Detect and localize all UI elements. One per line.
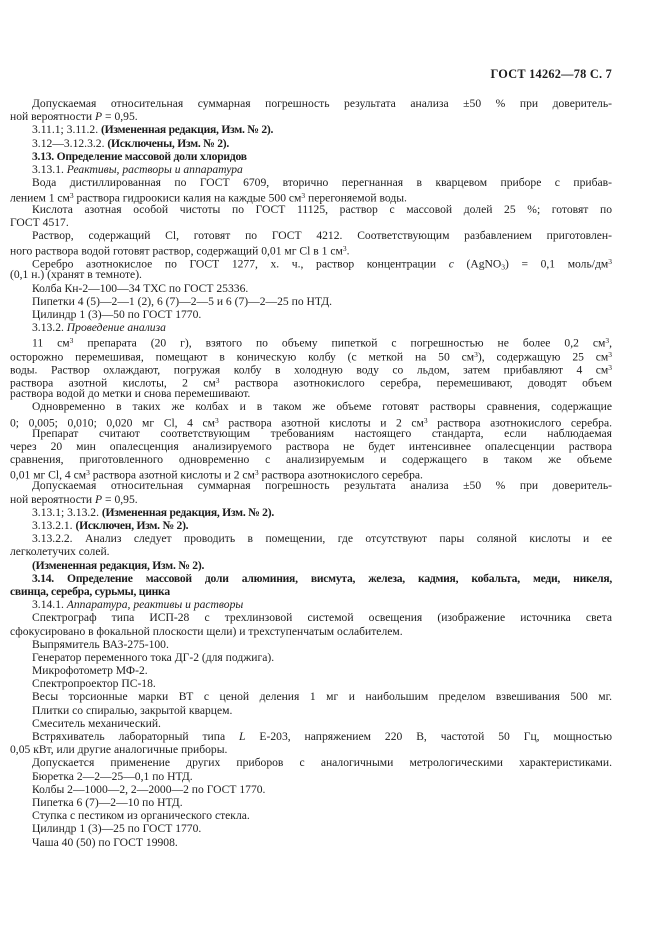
text-segment: ГОСТ 4517. bbox=[10, 215, 69, 229]
superscript: 3 bbox=[474, 349, 478, 359]
text-segment: легколетучих солей. bbox=[10, 545, 110, 559]
text-line bbox=[10, 519, 612, 532]
superscript: 3 bbox=[342, 244, 347, 254]
text-segment: раствора азотнокислого серебра. bbox=[427, 416, 612, 429]
text-segment: Вода дистиллированная по ГОСТ 6709, вторично перегнанная в кварцевом приборе с прибав- bbox=[32, 176, 612, 190]
superscript: 3 bbox=[608, 362, 612, 372]
text-segment: Цилиндр 1 (3)—25 по ГОСТ 1770. bbox=[32, 822, 202, 836]
text-segment: P bbox=[95, 110, 103, 124]
text-segment: раствора азотнокислого серебра, перемешивают, доводят объем bbox=[219, 376, 612, 390]
text-line bbox=[10, 216, 612, 229]
text-segment: Аппаратура, реактивы и растворы bbox=[66, 598, 244, 612]
text-line bbox=[10, 440, 612, 453]
text-line bbox=[10, 756, 612, 769]
text-segment: (Измененная редакция, Изм. № 2). bbox=[101, 123, 274, 137]
text-segment: Допускаемая относительная суммарная погрешность результата анализа ±50 % при доверитель- bbox=[32, 479, 612, 493]
text-line bbox=[10, 730, 612, 743]
text-line bbox=[10, 743, 612, 756]
subscript: 3 bbox=[501, 262, 506, 272]
text-line bbox=[10, 348, 612, 364]
text-line bbox=[10, 414, 612, 427]
text-line bbox=[10, 532, 612, 545]
text-line bbox=[10, 822, 612, 835]
text-segment: Плитки со спиралью, закрытой кварцем. bbox=[32, 703, 233, 717]
text-line bbox=[10, 203, 612, 216]
text-segment: раствора азотнокислого серебра. bbox=[258, 468, 423, 482]
text-segment: Весы торсионные марки ВТ с ценой деления 1 мг и наибольшим пределом взвешивания 500 мг. bbox=[32, 690, 612, 704]
text-segment: воды. Раствор охлаждают, погружая колбу в холодную воду со льдом, затем прибавляют 4 см bbox=[10, 363, 609, 377]
text-segment: Генератор переменного тока ДГ-2 (для поджига). bbox=[32, 650, 275, 664]
text-line bbox=[10, 479, 612, 492]
text-segment: Раствор, содержащий Cl, готовят по ГОСТ 4212. Соответствующим разбавлением приготовлен- bbox=[32, 228, 612, 242]
text-line bbox=[10, 229, 612, 242]
text-segment: 3.13.2.1. bbox=[32, 519, 76, 532]
text-line bbox=[10, 110, 612, 123]
text-segment: раствора азотной кислоты и 2 см bbox=[89, 468, 255, 482]
text-segment: Колбы 2—1000—2, 2—2000—2 по ГОСТ 1770. bbox=[32, 782, 266, 796]
text-segment: Колба Кн-2—100—34 ТХС по ГОСТ 25336. bbox=[32, 281, 249, 295]
text-segment: 0; 0,005; 0,010; 0,020 мг Cl, 4 см bbox=[10, 416, 216, 429]
text-segment: P bbox=[95, 492, 103, 506]
text-segment: ) = 0,1 моль/дм bbox=[505, 257, 609, 271]
text-segment: 3.11.1; 3.11.2. bbox=[32, 123, 102, 137]
text-line bbox=[10, 783, 612, 796]
text-segment: Допускаемая относительная суммарная погрешность результата анализа ±50 % при доверитель- bbox=[32, 97, 612, 110]
superscript: 3 bbox=[608, 349, 612, 359]
text-line bbox=[10, 625, 612, 638]
text-line bbox=[10, 690, 612, 703]
text-segment: ), содержащую 25 см bbox=[477, 350, 609, 364]
text-segment: Спектрограф типа ИСП-28 с трехлинзовой системой освещения (изображение источника света bbox=[32, 611, 612, 625]
text-segment: Препарат считают соответствующим требованиям настоящего стандарта, если наблюдаемая bbox=[32, 426, 612, 440]
text-segment: ной вероятности bbox=[10, 492, 96, 506]
superscript: 3 bbox=[215, 375, 220, 385]
text-line bbox=[10, 308, 612, 321]
text-line bbox=[10, 242, 612, 258]
text-line bbox=[10, 704, 612, 717]
text-line bbox=[10, 189, 612, 205]
text-segment: ного раствора водой готовят раствор, содержащий 0,01 мг Cl в 1 см bbox=[10, 244, 343, 258]
text-segment: Серебро азотнокислое по ГОСТ 1277, х. ч., раствор концентрации bbox=[32, 257, 449, 271]
text-segment: 3.13.2. bbox=[32, 321, 67, 335]
text-line bbox=[10, 651, 612, 664]
text-segment: перегоняемой воды. bbox=[305, 191, 407, 205]
text-line bbox=[10, 493, 612, 506]
text-segment: (0,1 н.) (хранят в темноте). bbox=[10, 268, 142, 282]
text-segment: Пипетки 4 (5)—2—1 (2), 6 (7)—2—5 и 6 (7)—2—25 по НТД. bbox=[32, 294, 333, 308]
text-line bbox=[10, 559, 612, 572]
text-line bbox=[10, 664, 612, 677]
text-segment: . bbox=[346, 244, 350, 258]
text-line bbox=[10, 809, 612, 822]
text-segment: 3.12—3.12.3.2. bbox=[32, 136, 108, 150]
text-segment: (Измененная редакция, Изм. № 2). bbox=[101, 505, 274, 519]
text-segment: препарата (20 г), взятого по объему пипеткой с погрешностью не более 0,2 см bbox=[73, 336, 606, 350]
page-header-gost-number: ГОСТ 14262—78 С. 7 bbox=[490, 67, 612, 81]
text-segment: Ступка с пестиком из органического стекла. bbox=[32, 809, 250, 823]
text-segment: раствора гидроокиси калия на каждые 500 см bbox=[73, 191, 302, 205]
text-segment: 11 см bbox=[32, 336, 70, 350]
text-segment: Кислота азотная особой чистоты по ГОСТ 11125, раствор с массовой долей 25 %; готовят по bbox=[32, 202, 612, 216]
text-segment: (Измененная редакция, Изм. № 2). bbox=[32, 558, 205, 572]
text-segment: свинца, серебра, сурьмы, цинка bbox=[10, 584, 170, 598]
text-segment: раствора азотной кислоты, 2 см bbox=[10, 376, 216, 390]
text-line bbox=[10, 150, 612, 163]
text-line bbox=[10, 334, 612, 350]
text-segment: Цилиндр 1 (3)—50 по ГОСТ 1770. bbox=[32, 308, 202, 321]
text-line bbox=[10, 97, 612, 110]
text-line bbox=[10, 123, 612, 136]
text-segment: Микрофотометр МФ-2. bbox=[32, 664, 148, 678]
text-line bbox=[10, 545, 612, 558]
text-line bbox=[10, 137, 612, 150]
text-segment: сфокусировано в фокальной плоскости щели) и трехступенчатым ослабителем. bbox=[10, 624, 403, 638]
text-line bbox=[10, 321, 612, 334]
text-segment: Выпрямитель ВАЗ-275-100. bbox=[32, 637, 169, 651]
superscript: 3 bbox=[423, 415, 428, 425]
superscript: 3 bbox=[86, 468, 90, 478]
text-segment: = 0,95. bbox=[102, 492, 138, 506]
text-line bbox=[10, 453, 612, 466]
superscript: 3 bbox=[69, 336, 74, 346]
text-line bbox=[10, 506, 612, 519]
document-body bbox=[10, 97, 612, 849]
text-line bbox=[10, 427, 612, 440]
text-segment: Чаша 40 (50) по ГОСТ 19908. bbox=[32, 835, 178, 849]
text-segment: Спектропроектор ПС-18. bbox=[32, 677, 156, 691]
text-segment: Проведение анализа bbox=[66, 321, 166, 335]
text-line bbox=[10, 163, 612, 176]
text-segment: Одновременно в таких же колбах и в таком же объеме готовят растворы сравнения, содержащие bbox=[32, 400, 612, 414]
text-line bbox=[10, 796, 612, 809]
superscript: 3 bbox=[608, 257, 612, 267]
text-segment: , bbox=[609, 336, 612, 350]
text-segment: Е-203, напряжением 220 В, частотой 50 Гц, мощностью bbox=[245, 730, 613, 743]
text-line bbox=[10, 572, 612, 585]
superscript: 3 bbox=[301, 191, 306, 201]
superscript: 3 bbox=[254, 468, 259, 478]
text-line bbox=[10, 677, 612, 690]
text-segment: (AgNO bbox=[453, 257, 502, 271]
text-segment: L bbox=[239, 730, 246, 743]
text-segment: (Исключен, Изм. № 2). bbox=[75, 519, 189, 532]
superscript: 3 bbox=[69, 191, 74, 201]
text-segment: осторожно перемешивая, помещают в коническую колбу (с меткой на 50 см bbox=[10, 350, 475, 364]
text-segment: Допускается применение других приборов с аналогичными метрологическими характеристиками. bbox=[32, 756, 612, 770]
text-segment: Реактивы, растворы и аппаратура bbox=[66, 162, 243, 176]
text-segment: сравнения, приготовленного одновременно с анализируемым и содержащего в таком же объеме bbox=[10, 453, 612, 467]
text-segment: 0,01 мг Cl, 4 см bbox=[10, 468, 87, 482]
text-line bbox=[10, 717, 612, 730]
text-segment: раствора водой до метки и снова перемешивают. bbox=[10, 387, 251, 401]
text-segment: Пипетка 6 (7)—2—10 по НТД. bbox=[32, 795, 183, 809]
text-segment: 3.14.1. bbox=[32, 598, 67, 612]
text-line bbox=[10, 770, 612, 783]
text-segment: 3.14. Определение массовой доли алюминия, висмута, железа, кадмия, кобальта, меди, никеля, bbox=[32, 571, 612, 585]
text-segment: ной вероятности bbox=[10, 110, 96, 124]
superscript: 3 bbox=[215, 415, 219, 425]
text-line bbox=[10, 611, 612, 624]
text-line bbox=[10, 585, 612, 598]
text-segment: 0,05 кВт, или другие аналогичные приборы. bbox=[10, 743, 228, 757]
superscript: 3 bbox=[605, 336, 610, 346]
text-segment: 3.13. Определение массовой доли хлоридов bbox=[32, 149, 247, 163]
text-segment: раствора азотной кислоты и 2 см bbox=[218, 416, 424, 429]
text-segment: Бюретка 2—2—25—0,1 по НТД. bbox=[32, 769, 193, 783]
text-line bbox=[10, 638, 612, 651]
text-line bbox=[10, 374, 612, 390]
text-segment: 3.13.1; 3.13.2. bbox=[32, 505, 102, 519]
text-segment: Смеситель механический. bbox=[32, 716, 161, 730]
text-line bbox=[10, 400, 612, 413]
text-line bbox=[10, 836, 612, 849]
text-segment: (Исключены, Изм. № 2). bbox=[107, 136, 230, 150]
text-segment: c bbox=[448, 257, 454, 271]
text-segment: = 0,95. bbox=[102, 110, 138, 124]
text-line bbox=[10, 598, 612, 611]
text-line bbox=[10, 282, 612, 295]
text-line bbox=[10, 361, 612, 377]
text-line bbox=[10, 255, 612, 272]
text-segment: Встряхиватель лабораторный типа bbox=[32, 730, 240, 743]
text-segment: через 20 мин опалесценция анализируемого раствора не будет интенсивнее опалесценции раствора bbox=[10, 439, 612, 453]
text-segment: 3.13.1. bbox=[32, 162, 67, 176]
text-segment: лением 1 см bbox=[10, 191, 70, 205]
text-segment: 3.13.2.2. Анализ следует проводить в помещении, где отсутствуют пары соляной кислоты и ее bbox=[32, 532, 612, 546]
text-line bbox=[10, 466, 612, 482]
text-line bbox=[10, 176, 612, 189]
text-line bbox=[10, 295, 612, 308]
